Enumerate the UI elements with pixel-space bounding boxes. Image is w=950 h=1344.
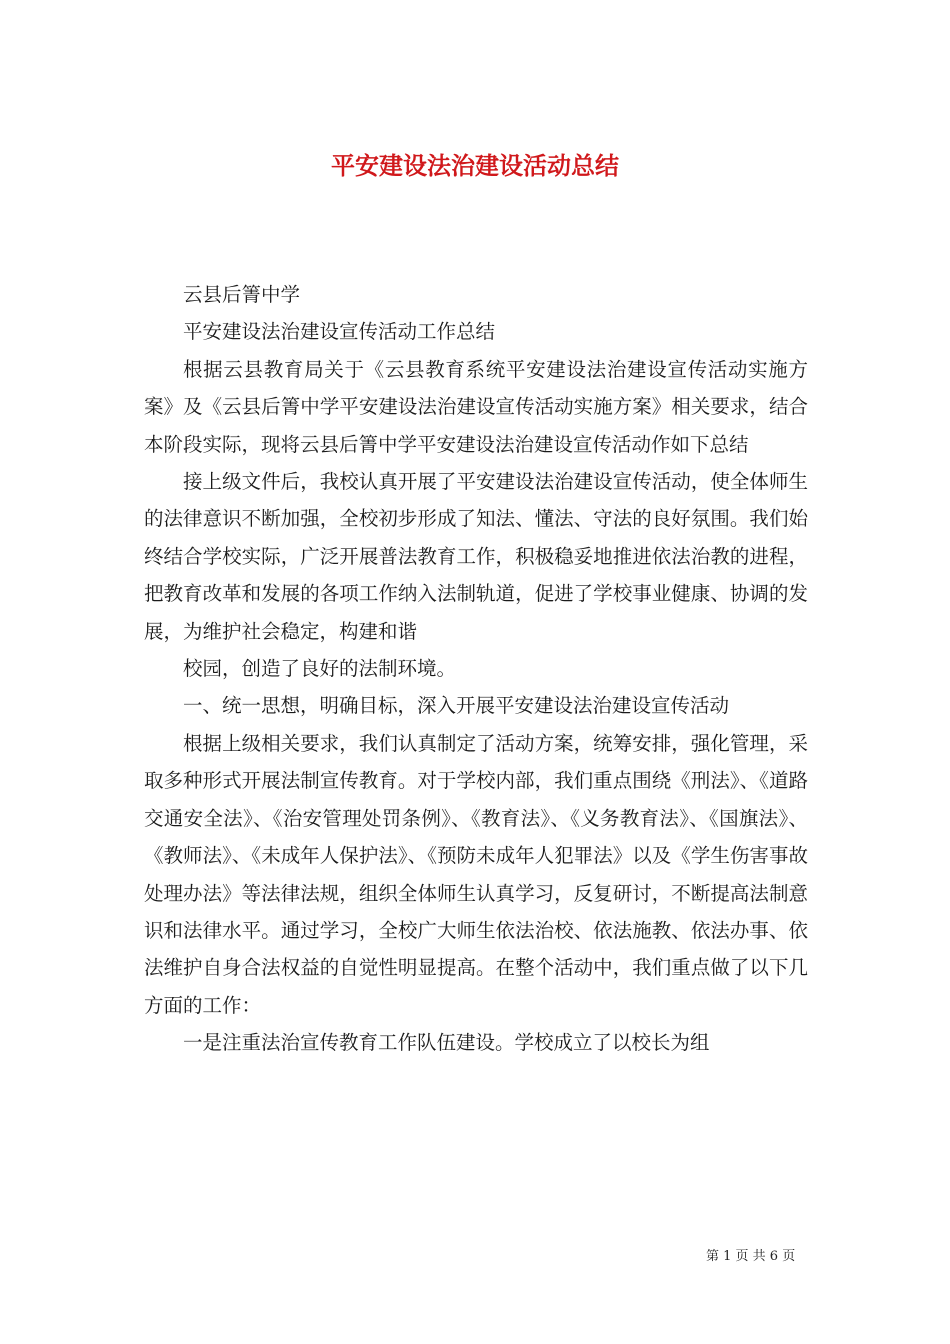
section-heading-1: 一、统一思想，明确目标，深入开展平安建设法治建设宣传活动: [183, 694, 730, 718]
paragraph-intro: 根据云县教育局关于《云县教育系统平安建设法治建设宣传活动实施方案》及《云县后箐中学平安建设法治建设宣传活动实施方案》相关要求，结合本阶段实际，现将云县后箐中学平安建设法治建设宣传活动作如下总结: [144, 357, 808, 456]
paragraph-subtitle: 平安建设法治建设宣传活动工作总结: [183, 320, 496, 344]
paragraph-school-name: 云县后箐中学: [183, 283, 301, 306]
paragraph-point-1: 一是注重法治宣传教育工作队伍建设。学校成立了以校长为组: [183, 1031, 710, 1055]
paragraph-overview-continued: 校园，创造了良好的法制环境。: [183, 657, 457, 681]
document-body: [144, 276, 808, 1062]
document-title: 平安建设法治建设活动总结: [331, 151, 619, 181]
paragraph-overview: 接上级文件后，我校认真开展了平安建设法治建设宣传活动，使全体师生的法律意识不断加强，全校初步形成了知法、懂法、守法的良好氛围。我们始终结合学校实际，广泛开展普法教育工作，积极稳妥地推进依法治教的进程，把教育改革和发展的各项工作纳入法制轨道，促进了学校事业健康、协调的发展，为维护社会稳定，构建和谐: [144, 470, 808, 643]
page-number: 第 1 页 共 6 页: [706, 1249, 796, 1264]
paragraph-section-1-body: 根据上级相关要求，我们认真制定了活动方案，统筹安排，强化管理，采取多种形式开展法制宣传教育。对于学校内部，我们重点围绕《刑法》、《道路交通安全法》、《治安管理处罚条例》、《教育法》、《义务教育法》、《国旗法》、《教师法》、《未成年人保护法》、《预防未成年人犯罪法》以及《学生伤害事故处理办法》等法律法规，组织全体师生认真学习，反复研讨，不断提高法制意识和法律水平。通过学习，全校广大师生依法治校、依法施教、依法办事、依法维护自身合法权益的自觉性明显提高。在整个活动中，我们重点做了以下几方面的工作：: [144, 731, 808, 1017]
